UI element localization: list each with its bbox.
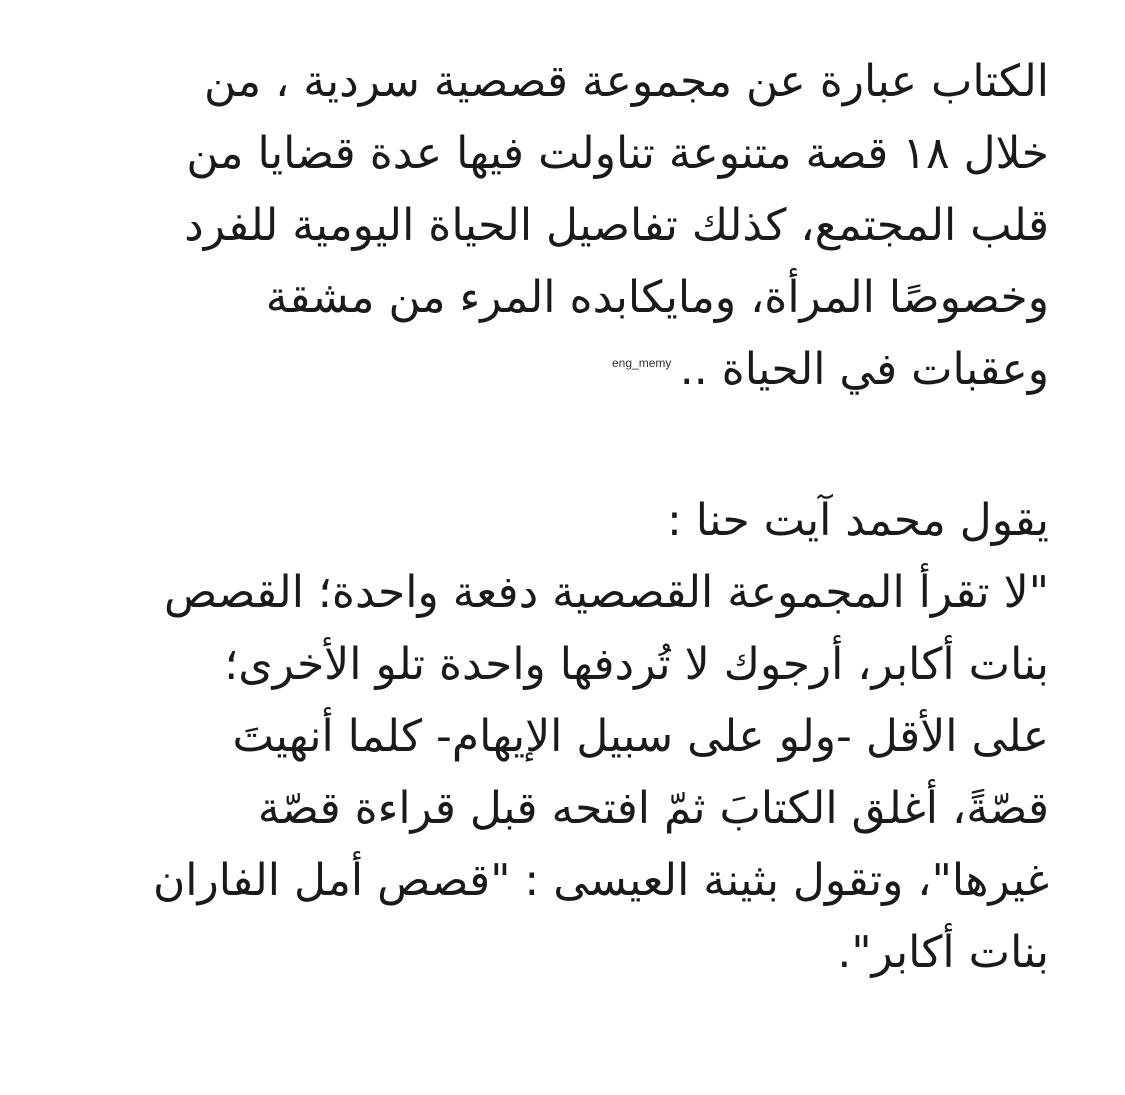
author-watermark: eng_memy bbox=[612, 356, 672, 370]
quotes-paragraph bbox=[49, 485, 1049, 989]
text-line: بنات أكابر". bbox=[837, 927, 1049, 978]
book-description-paragraph bbox=[49, 46, 1049, 406]
text-line: قصّةً، أغلق الكتابَ ثمّ افتحه قبل قراءة قصّة bbox=[257, 783, 1049, 834]
text-line: قلب المجتمع، كذلك تفاصيل الحياة اليومية للفرد bbox=[184, 200, 1049, 251]
text-line: وعقبات في الحياة .. bbox=[679, 344, 1049, 395]
text-line: بنات أكابر، أرجوك لا تُردفها واحدة تلو الأخرى؛ bbox=[224, 639, 1049, 690]
text-line: يقول محمد آيت حنا : bbox=[666, 495, 1049, 546]
text-line: على الأقل -ولو على سبيل الإيهام- كلما أنهيتَ bbox=[232, 711, 1049, 762]
text-line: الكتاب عبارة عن مجموعة قصصية سردية ، من bbox=[204, 56, 1049, 107]
text-line: غيرها"، وتقول بثينة العيسى : "قصص أمل الفاران bbox=[152, 855, 1049, 906]
text-line: خلال ١٨ قصة متنوعة تناولت فيها عدة قضايا من bbox=[186, 128, 1049, 179]
text-line: "لا تقرأ المجموعة القصصية دفعة واحدة؛ القصص bbox=[163, 567, 1049, 618]
text-line: وخصوصًا المرأة، ومايكابده المرء من مشقة bbox=[265, 272, 1049, 323]
